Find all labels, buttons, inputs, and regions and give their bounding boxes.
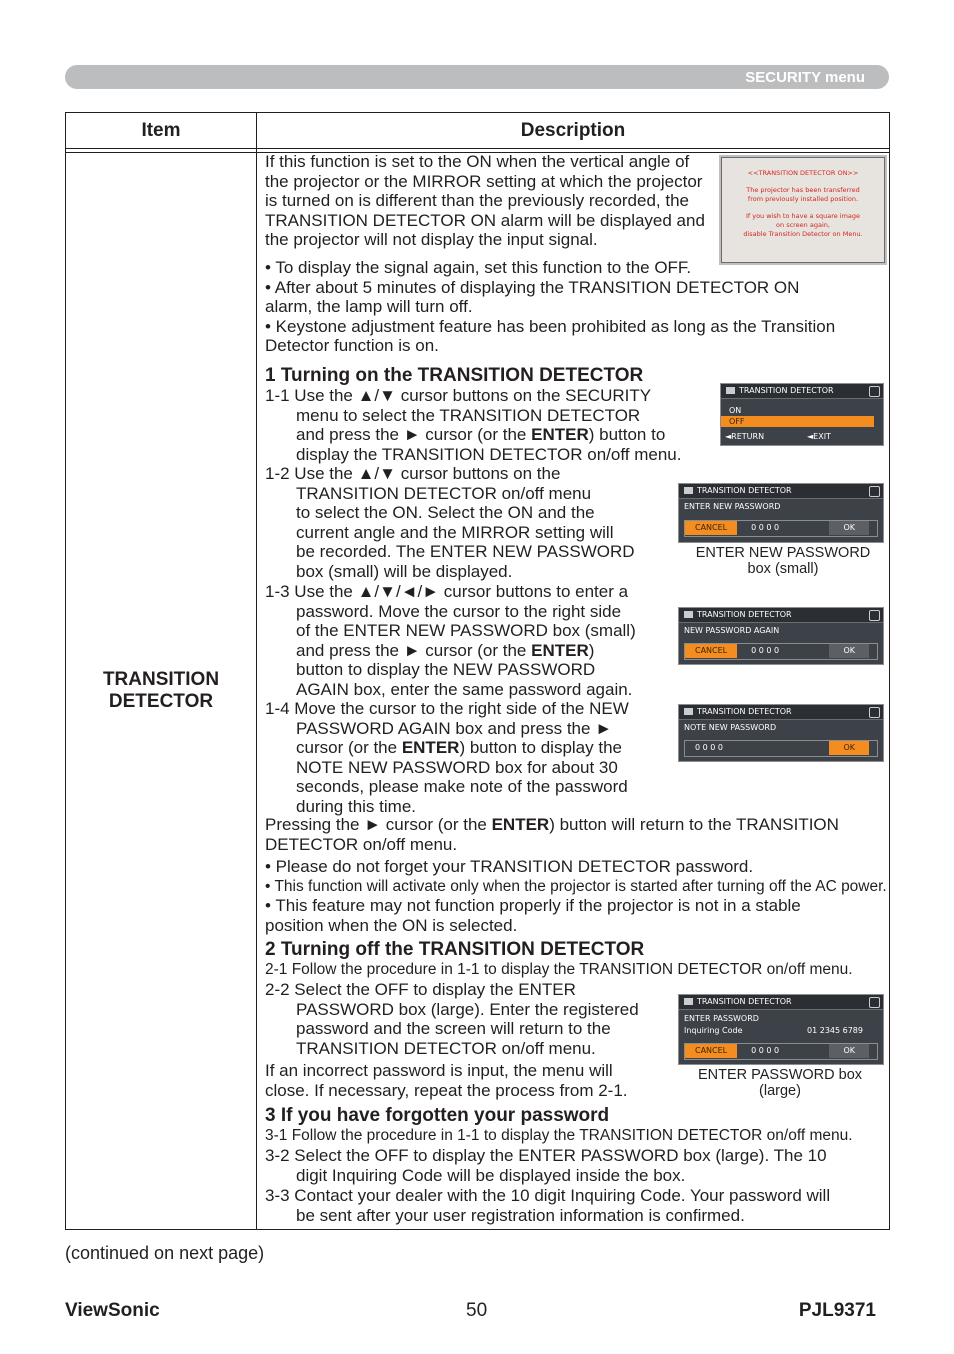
osd-enter-password-large: TRANSITION DETECTOR ENTER PASSWORD Inquiring Code 01 2345 6789 CANCEL 0 0 0 0 OK <box>678 994 884 1065</box>
item-name-line2: DETECTOR <box>108 691 214 712</box>
close-icon <box>869 486 880 497</box>
incorrect-password-note: If an incorrect password is input, the menu will close. If necessary, repeat the process from 2-1. <box>265 1061 628 1100</box>
notes-list-2: • Please do not forget your TRANSITION DETECTOR password. • This function will activate only when the projector is started after turning off the AC power. • This feature may not function properly if the projector is not in a stable position when the ON is selected. <box>265 857 887 935</box>
osd-enter-new-password: TRANSITION DETECTOR ENTER NEW PASSWORD CANCEL 0 0 0 0 OK <box>678 483 884 543</box>
section-title: SECURITY menu <box>745 69 865 86</box>
pressing-note: Pressing the ► cursor (or the ENTER) button will return to the TRANSITION DETECTOR on/off menu. <box>265 815 839 854</box>
step-2-2: 2-2 Select the OFF to display the ENTER PASSWORD box (large). Enter the registered password and the screen will return to the TRANSITION DETECTOR on/off menu. <box>265 980 639 1058</box>
return-icon: ◄ <box>725 432 732 441</box>
step-3-2: 3-2 Select the OFF to display the ENTER PASSWORD box (large). The 10 digit Inquiring Code will be displayed inside the box. <box>265 1146 827 1185</box>
menu-icon <box>726 387 735 394</box>
caption-enter-password: ENTER PASSWORD box (large) <box>697 1067 863 1099</box>
caption-enter-new-password: ENTER NEW PASSWORD box (small) <box>695 545 871 577</box>
osd-option-off: OFF <box>721 416 874 427</box>
close-icon <box>869 386 880 397</box>
close-icon <box>869 610 880 621</box>
page-number: 50 <box>466 1300 488 1321</box>
step-3-3: 3-3 Contact your dealer with the 10 digit Inquiring Code. Your password will be sent after your user registration information is confirmed. <box>265 1186 831 1225</box>
transition-detector-alert-image: <<TRANSITION DETECTOR ON>> The projector has been transferred from previously installed position. If you wish to have a square image on screen again, disable Transition Detector on Menu. <box>721 157 885 263</box>
item-name <box>66 153 257 1229</box>
step-1-3: 1-3 Use the ▲/▼/◄/► cursor buttons to enter a password. Move the cursor to the right side of the ENTER NEW PASSWORD box (small) and press the ► cursor (or the ENTER) button to display the NEW PASSWORD AGAIN box, enter the same password again. <box>265 582 636 699</box>
item-name-line1: TRANSITION <box>102 669 220 690</box>
section-1-heading: 1 Turning on the TRANSITION DETECTOR <box>265 365 644 386</box>
section-3-heading: 3 If you have forgotten your password <box>265 1105 610 1126</box>
col-header-description: Description <box>257 113 889 149</box>
osd-option-on: ON <box>729 406 742 415</box>
notes-list-1: • To display the signal again, set this function to the OFF. • After about 5 minutes of displaying the TRANSITION DETECTOR ON alarm, the lamp will turn off. • Keystone adjustment feature has been prohibited as long as the Transition Detector function is on. <box>265 258 836 355</box>
section-2-heading: 2 Turning off the TRANSITION DETECTOR <box>265 939 645 960</box>
intro-text: If this function is set to the ON when the vertical angle of the projector or the MIRROR setting at which the projector is turned on is different than the previously recorded, the TRANSITION DETECTOR ON alarm will be displayed and the projector will not display the input signal. <box>265 152 705 249</box>
step-3-1: 3-1 Follow the procedure in 1-1 to display the TRANSITION DETECTOR on/off menu. <box>265 1127 853 1144</box>
osd-note-new-password: TRANSITION DETECTOR NOTE NEW PASSWORD 0 0 0 0 OK <box>678 704 884 762</box>
step-1-1: 1-1 Use the ▲/▼ cursor buttons on the SECURITY menu to select the TRANSITION DETECTOR and press the ► cursor (or the ENTER) button to display the TRANSITION DETECTOR on/off menu. <box>265 386 682 464</box>
close-icon <box>869 707 880 718</box>
step-1-4: 1-4 Move the cursor to the right side of the NEW PASSWORD AGAIN box and press the ► cursor (or the ENTER) button to display the NOTE NEW PASSWORD box for about 30 seconds, please make note of the password during this time. <box>265 699 629 816</box>
footer-model: PJL9371 <box>798 1300 876 1321</box>
step-1-2: 1-2 Use the ▲/▼ cursor buttons on the TRANSITION DETECTOR on/off menu to select the ON. Select the ON and the current angle and the MIRROR setting will be recorded. The ENTER NEW PASSWORD box (small) will be displayed. <box>265 464 635 581</box>
col-header-item: Item <box>66 113 257 149</box>
exit-icon: ◄ <box>807 432 814 441</box>
close-icon <box>869 997 880 1008</box>
osd-onoff-menu: TRANSITION DETECTOR ON OFF ◄RETURN ◄EXIT <box>720 383 884 446</box>
footer-brand: ViewSonic <box>65 1300 160 1321</box>
continued-note: (continued on next page) <box>65 1243 265 1263</box>
osd-new-password-again: TRANSITION DETECTOR NEW PASSWORD AGAIN CANCEL 0 0 0 0 OK <box>678 607 884 665</box>
step-2-1: 2-1 Follow the procedure in 1-1 to display the TRANSITION DETECTOR on/off menu. <box>265 961 853 978</box>
